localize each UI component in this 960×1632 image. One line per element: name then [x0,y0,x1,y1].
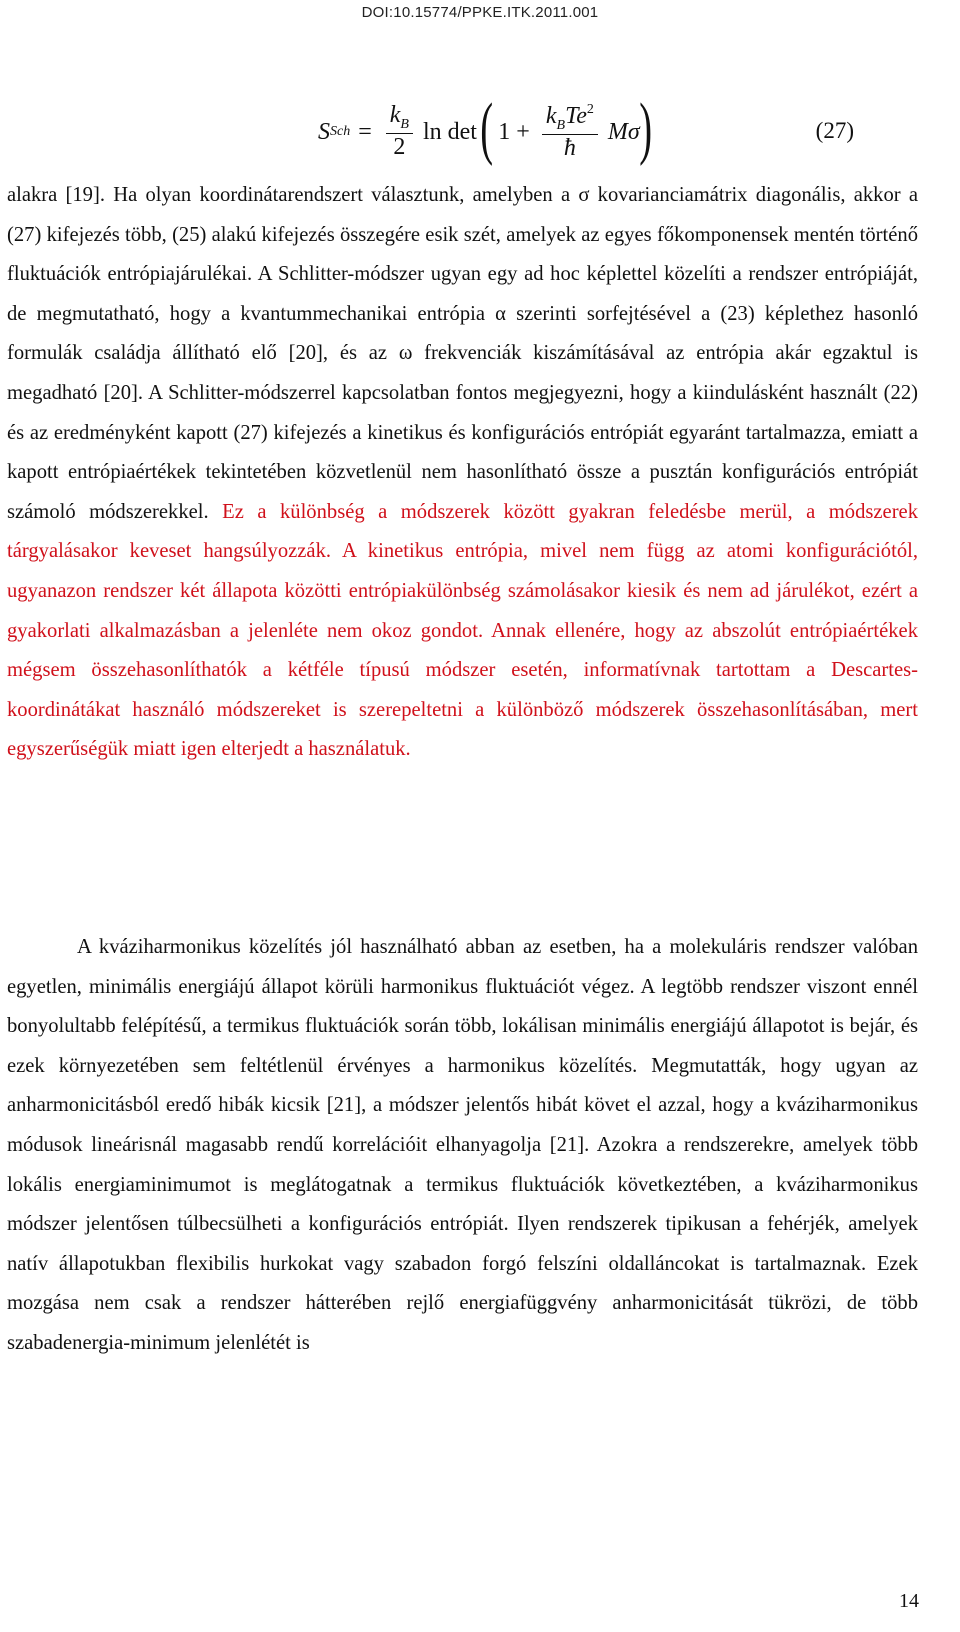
eq-frac2-te: Te [565,102,587,129]
eq-fraction-2 [542,102,598,163]
eq-right-paren: ) [638,90,652,167]
eq-lhs-subscript: Sch [330,124,351,139]
eq-operator: ln det [422,118,477,145]
page-number: 14 [899,1590,919,1612]
eq-frac1-sub: B [400,117,409,133]
eq-frac2-numerator [542,102,598,135]
eq-frac2-denominator: ħ [563,134,576,161]
equation-27 [0,92,960,172]
paragraph-1-red: Ez a különbség a módszerek között gyakran feledésbe merül, a módszerek tárgyalásakor keveset hangsúlyozzák. A kinetikus entrópia, mivel nem függ az atomi konfigurációtól, ugyanazon rendszer két állapota közötti entrópiakülönbség számolásakor kiesik és nem ad járulékot, ezért a gyakorlati alkalmazásban a jelenléte nem okoz gondot. Annak ellenére, hogy az abszolút entrópiaértékek mégsem összehasonlíthatók a kétféle típusú módszer esetén, informatívnak tartottam a Descartes-koordinátákat használó módszereket is szerepeltetni a különböző módszerek összehasonlításában, mert egyszerűségük miatt igen elterjedt a használatuk. [7,500,918,761]
eq-frac2-sup: 2 [586,101,594,117]
eq-one-plus: 1 + [498,118,530,145]
eq-frac1-denominator: 2 [393,134,406,161]
eq-tail: Mσ [607,118,640,145]
eq-frac1-numerator [386,102,413,134]
doi-header: DOI:10.15774/PPKE.ITK.2011.001 [361,4,599,21]
paragraph-1-black: alakra [19]. Ha olyan koordinátarendszert választunk, amelyben a σ kovarianciamátrix diagonális, akkor a (27) kifejezés több, (25) alakú kifejezés összegére esik szét, amelyek az egyes főkomponensek mentén történő fluktuációk entrópiajárulékai. A Schlitter-módszer ugyan egy ad hoc képlettel közelíti a rendszer entrópiáját, de megmutatható, hogy a kvantummechanikai entrópia α szerinti sorfejtésével a (23) képlethez hasonló formulák családja állítható elő [20], és az ω frekvenciák kiszámításával az entrópia akár egzaktul is megadható [20]. A Schlitter-módszerrel kapcsolatban fontos megjegyezni, hogy a kiindulásként használt (22) és az eredményként kapott (27) kifejezés a kinetikus és konfigurációs entrópiát egyaránt tartalmazza, emiatt a kapott entrópiaértékek tekintetében közvetlenül nem hasonlítható össze a pusztán konfigurációs entrópiát számoló módszerekkel. [7,184,918,523]
equation-body [318,92,651,172]
eq-lhs-symbol: S [318,118,330,145]
paragraph-1 [7,176,918,770]
eq-frac2-k: k [545,102,557,129]
eq-frac1-k: k [389,102,401,129]
paragraph-2: A kváziharmonikus közelítés jól használható abban az esetben, ha a molekuláris rendszer valóban egyetlen, minimális energiájú állapot körüli harmonikus fluktuációt végez. A legtöbb rendszer viszont ennél bonyolultabb felépítésű, a termikus fluktuációk során több, lokálisan minimális energiájú állapotot is bejár, és ezek környezetében sem feltétlenül érvényes a harmonikus közelítés. Megmutatták, hogy ugyan az anharmonicitásból eredő hibák kicsik [21], a módszer jelentős hibát követ el azzal, hogy a kváziharmonikus módusok lineárisnál magasabb rendű korrelációit elhanyagolja [21]. Azokra a rendszerekre, amelyek több lokális energiaminimumot is meglátogatnak a termikus fluktuációk következtében, a kváziharmonikus módszer jelentősen túlbecsülheti a konfigurációs entrópiát. Ilyen rendszerek tipikusan a fehérjék, amelyek natív állapotukban flexibilis hurkokat vagy szabadon forgó felszíni oldalláncokat is tartalmaznak. Ezek mozgása nem csak a rendszer hátterében rejlő energiafüggvény anharmonicitását tükrözi, de több szabadenergia-minimum jelenlétét is [7,936,918,1354]
eq-left-paren: ( [480,90,494,167]
eq-fraction-1 [386,102,413,162]
eq-equals: = [358,118,372,145]
equation-number: (27) [815,118,854,143]
eq-frac2-sub: B [556,117,566,133]
